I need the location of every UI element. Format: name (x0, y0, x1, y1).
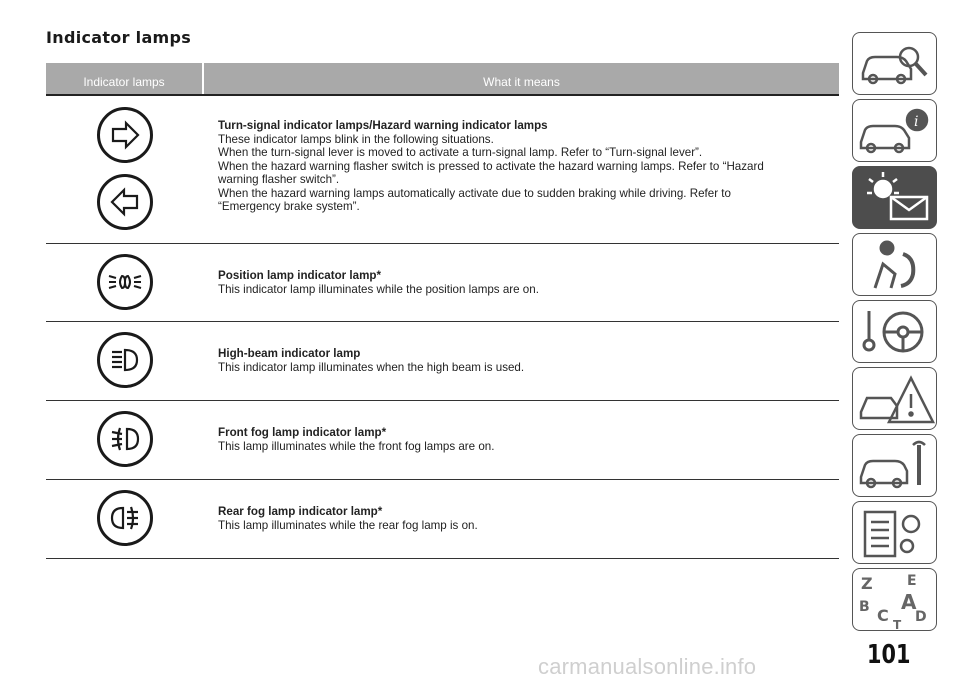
checklist-gears-icon[interactable] (852, 501, 937, 564)
row-text: This indicator lamp illuminates while the position lamps are on. (218, 282, 539, 296)
position-lamp-icon (97, 254, 153, 310)
row-text: When the hazard warning lamps automatically activate due to sudden braking while driving. Refer to (218, 186, 731, 200)
section-title: Indicator lamps (46, 28, 192, 47)
row-description (218, 347, 818, 374)
car-search-icon[interactable] (852, 32, 937, 95)
warning-light-message-icon[interactable] (852, 166, 937, 229)
rear-fog-lamp-icon (97, 490, 153, 546)
row-heading: Rear fog lamp indicator lamp* (218, 505, 383, 518)
row-description (218, 119, 818, 214)
table-row (46, 400, 839, 480)
row-text: warning flasher switch”. (218, 173, 340, 186)
row-heading: Front fog lamp indicator lamp* (218, 426, 387, 439)
svg-text:C: C (877, 606, 889, 625)
row-text: These indicator lamps blink in the following situations. (218, 132, 494, 146)
table-row (46, 243, 839, 322)
page-number: 101 (867, 640, 911, 670)
car-wrench-icon[interactable] (852, 434, 937, 497)
svg-text:D: D (915, 609, 927, 625)
row-description (218, 269, 818, 296)
row-heading: Position lamp indicator lamp* (218, 269, 381, 282)
row-text: This indicator lamp illuminates when the high beam is used. (218, 360, 525, 374)
svg-text:B: B (859, 599, 870, 615)
row-description (218, 505, 818, 532)
svg-text:i: i (914, 114, 919, 130)
watermark: carmanualsonline.info (538, 654, 757, 679)
car-hazard-icon[interactable] (852, 367, 937, 430)
svg-text:E: E (907, 573, 917, 589)
svg-text:A: A (901, 590, 917, 614)
svg-text:Z: Z (861, 574, 873, 593)
arrow-right-icon (97, 107, 153, 163)
table-header (46, 63, 839, 96)
row-text: When the hazard warning flasher switch is pressed to activate the hazard warning lamps. Refer to “Hazard (218, 159, 764, 173)
table-row (46, 479, 839, 559)
svg-text:T: T (893, 618, 902, 632)
airbag-passenger-icon[interactable] (852, 233, 937, 296)
steering-key-icon[interactable] (852, 300, 937, 363)
alphabet-index-icon[interactable] (852, 568, 937, 631)
column-header-what-it-means: What it means (483, 75, 560, 89)
row-description (218, 426, 818, 453)
table-row (46, 96, 839, 244)
row-text: “Emergency brake system”. (218, 200, 360, 213)
front-fog-lamp-icon (97, 411, 153, 467)
car-info-icon[interactable] (852, 99, 937, 162)
row-text: When the turn-signal lever is moved to activate a turn-signal lamp. Refer to “Turn-signal lever”. (218, 146, 703, 159)
row-text: This lamp illuminates while the rear fog lamp is on. (218, 518, 478, 532)
row-heading: High-beam indicator lamp (218, 347, 361, 360)
row-text: This lamp illuminates while the front fog lamps are on. (218, 439, 495, 453)
table-row (46, 321, 839, 401)
column-header-indicator-lamps: Indicator lamps (46, 63, 204, 94)
arrow-left-icon (97, 174, 153, 230)
high-beam-icon (97, 332, 153, 388)
row-heading: Turn-signal indicator lamps/Hazard warning indicator lamps (218, 119, 548, 132)
